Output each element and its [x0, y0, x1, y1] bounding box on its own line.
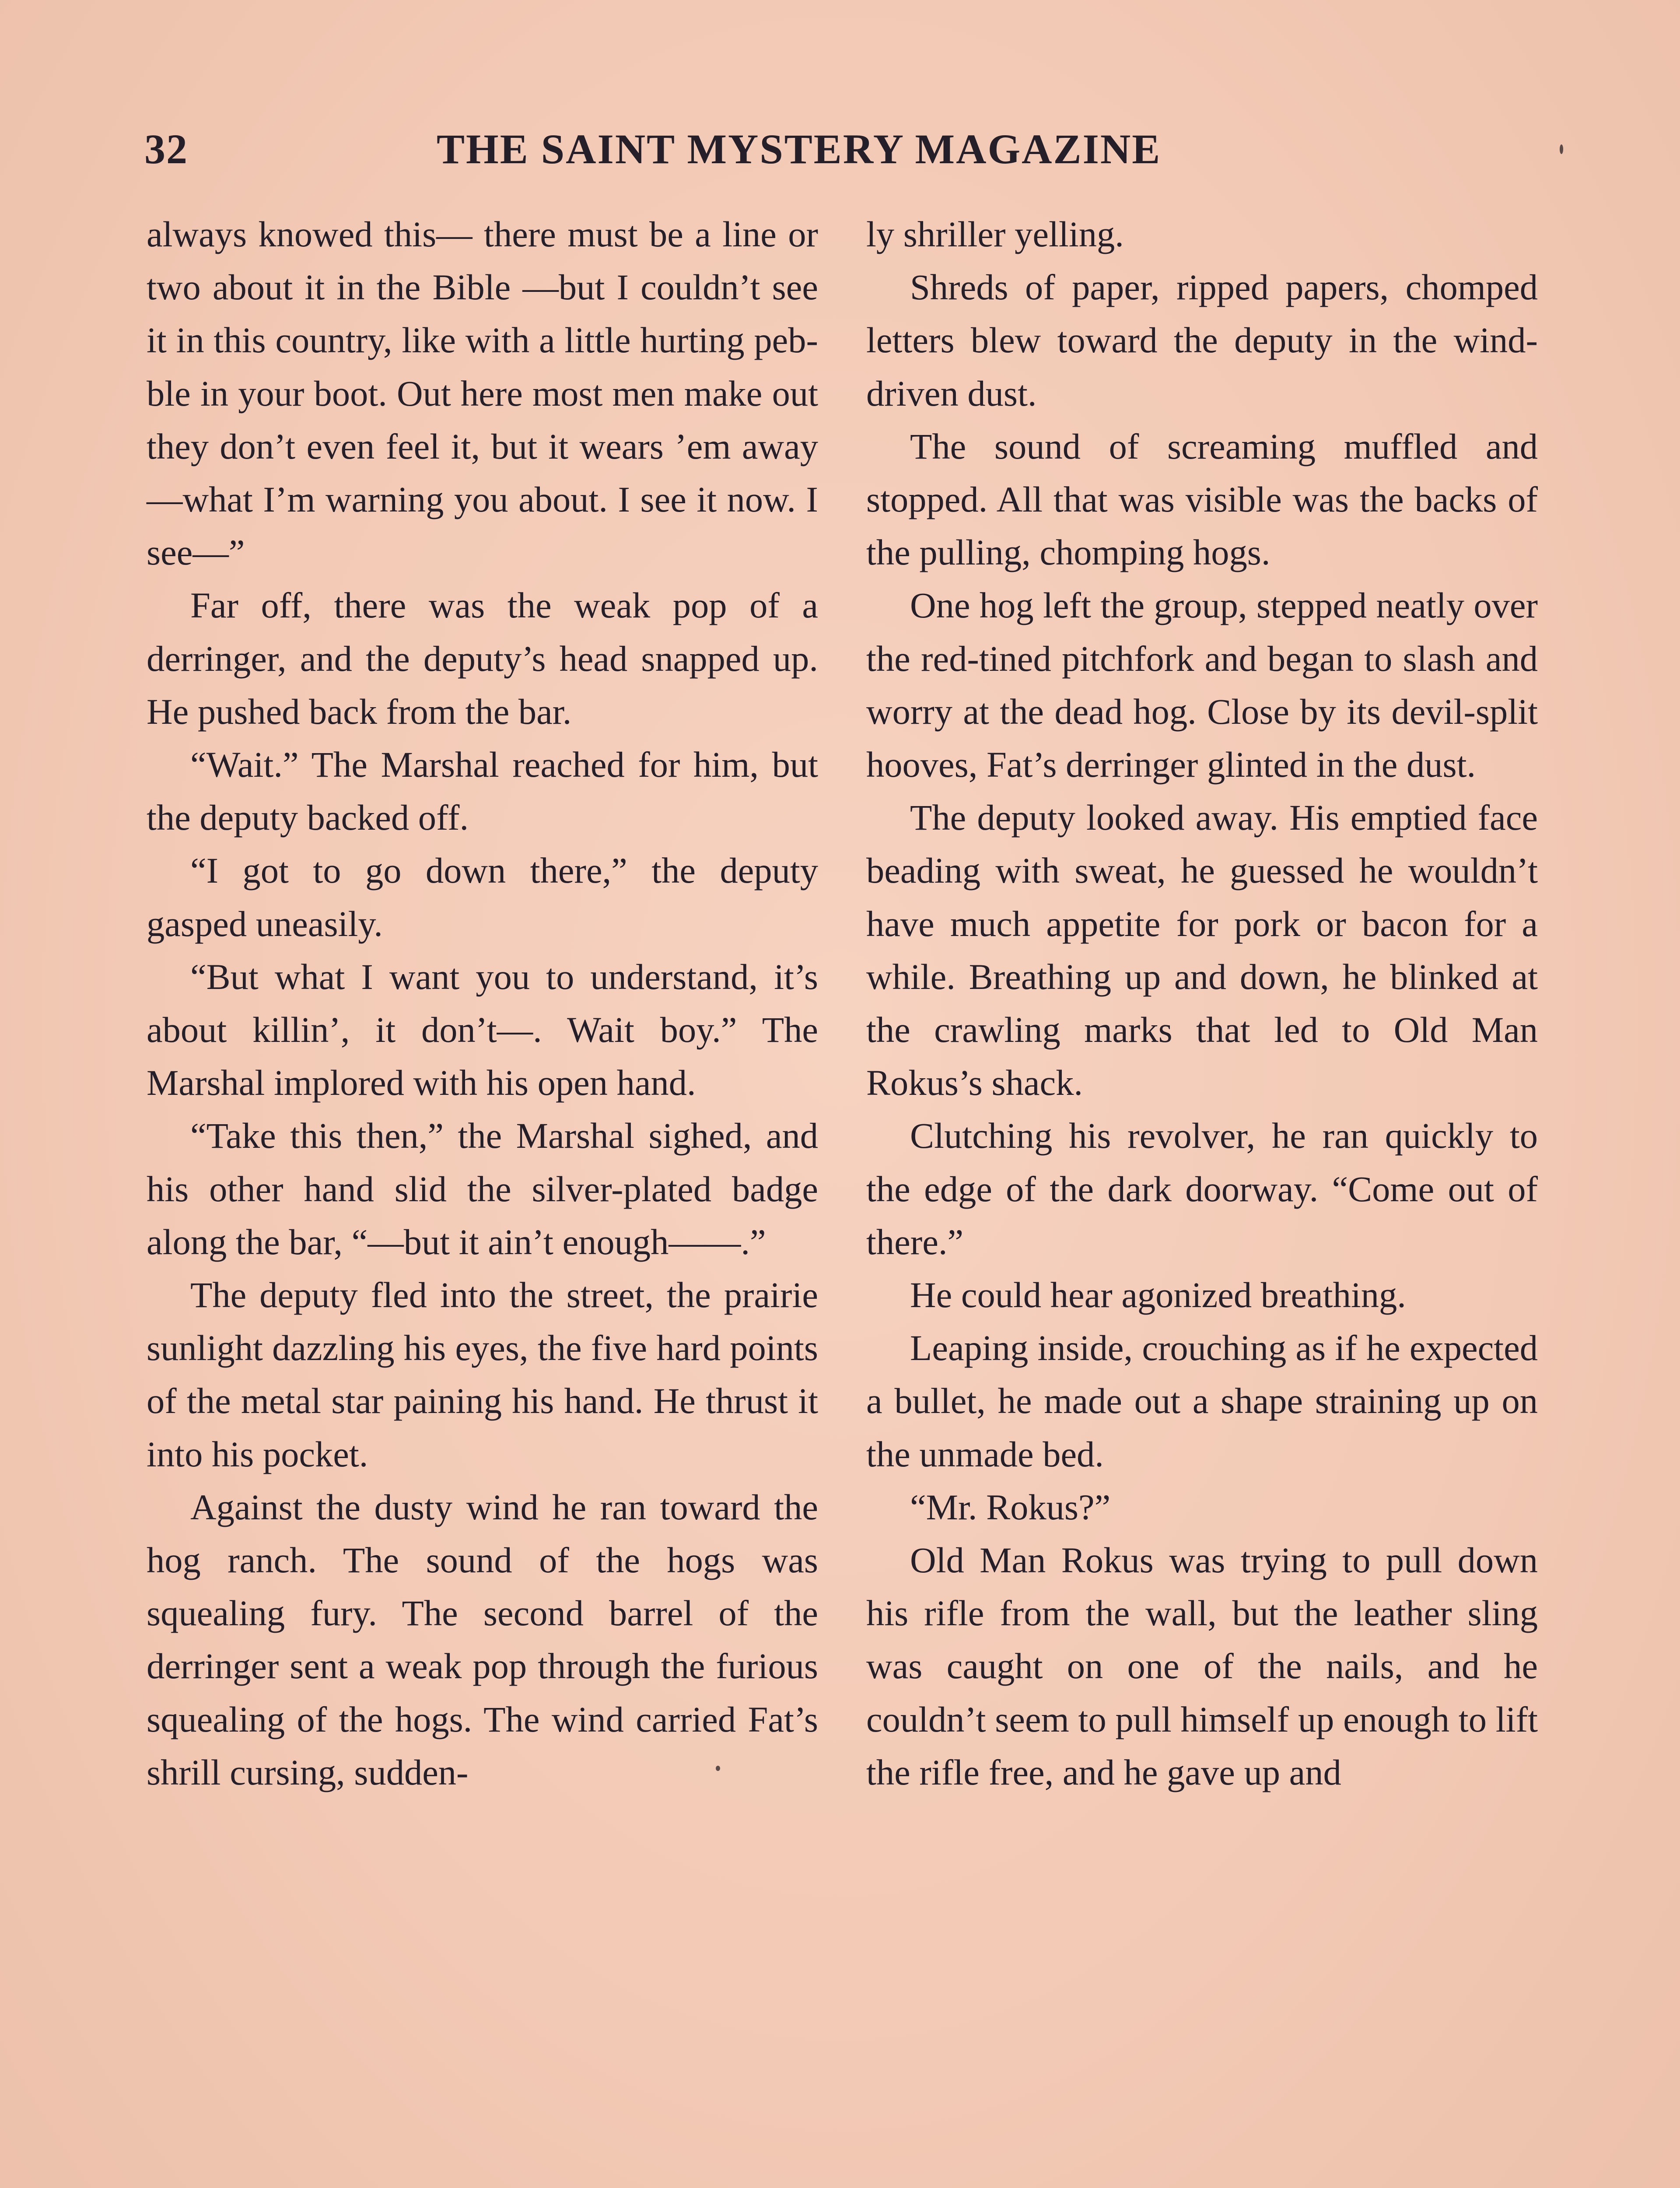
paragraph: ly shriller yelling.: [866, 214, 1124, 254]
paragraph: The sound of screaming muffled and stopped. All that was visible was the backs of the pulling, chomping hogs.: [866, 426, 1538, 573]
paper-speck: [1560, 144, 1563, 154]
left-column: [147, 208, 818, 1799]
paragraph: “Wait.” The Marshal reached for him, but the deputy backed off.: [147, 744, 818, 838]
page-header: [144, 125, 1544, 190]
paragraph: Against the dusty wind he ran toward the hog ranch. The sound of the hogs was squealing fury. The second barrel of the derringer sent a weak pop through the furious squealing of the hogs. The wind carried Fat’s shrill cursing, sudden-: [147, 1487, 818, 1792]
right-column: [866, 208, 1538, 1799]
paragraph: Old Man Rokus was trying to pull down his rifle from the wall, but the leather sling was caught on one of the nails, and he couldn’t seem to pull himself up enough to lift the rifle free, and he gave up and: [866, 1540, 1538, 1792]
paragraph: “But what I want you to understand, it’s about killin’, it don’t—. Wait boy.” The Marshal implored with his open hand.: [147, 956, 818, 1103]
page-number: 32: [144, 126, 188, 172]
paragraph: Far off, there was the weak pop of a derringer, and the deputy’s head snapped up. He pushed back from the bar.: [147, 585, 818, 732]
paper-speck: [716, 1766, 720, 1771]
running-title: THE SAINT MYSTERY MAGAZINE: [437, 126, 1162, 172]
paragraph: The deputy fled into the street, the prairie sunlight dazzling his eyes, the five hard points of the metal star paining his hand. He thrust it into his pocket.: [147, 1275, 818, 1474]
paragraph: “Take this then,” the Marshal sighed, and his other hand slid the silver-plated badge along the bar, “—but it ain’t enough——.”: [147, 1115, 818, 1262]
paragraph: Clutching his revolver, he ran quickly to the edge of the dark doorway. “Come out of there.”: [866, 1115, 1538, 1262]
paragraph: Shreds of paper, ripped papers, chomped letters blew toward the deputy in the wind-driven dust.: [866, 267, 1538, 414]
paragraph: always knowed this— there must be a line or two about it in the Bible —but I couldn’t see it in this country, like with a little hurting pebble in your boot. Out here most men make out they don’t even feel it, but it wears ’em away—what I’m warning you about. I see it now. I see—”: [147, 214, 818, 573]
paragraph: He could hear agonized breathing.: [910, 1275, 1406, 1315]
paragraph: Leaping inside, crouching as if he expected a bullet, he made out a shape straining up on the unmade bed.: [866, 1328, 1538, 1474]
paragraph: The deputy looked away. His emptied face beading with sweat, he guessed he wouldn’t have much appetite for pork or bacon for a while. Breathing up and down, he blinked at the crawling marks that led to Old Man Rokus’s shack.: [866, 797, 1538, 1103]
paragraph: “I got to go down there,” the deputy gasped uneasily.: [147, 850, 818, 944]
paragraph: One hog left the group, stepped neatly over the red-tined pitchfork and began to slash and worry at the dead hog. Close by its devil-split hooves, Fat’s derringer glinted in the dust.: [866, 585, 1538, 785]
paragraph: “Mr. Rokus?”: [910, 1487, 1111, 1527]
